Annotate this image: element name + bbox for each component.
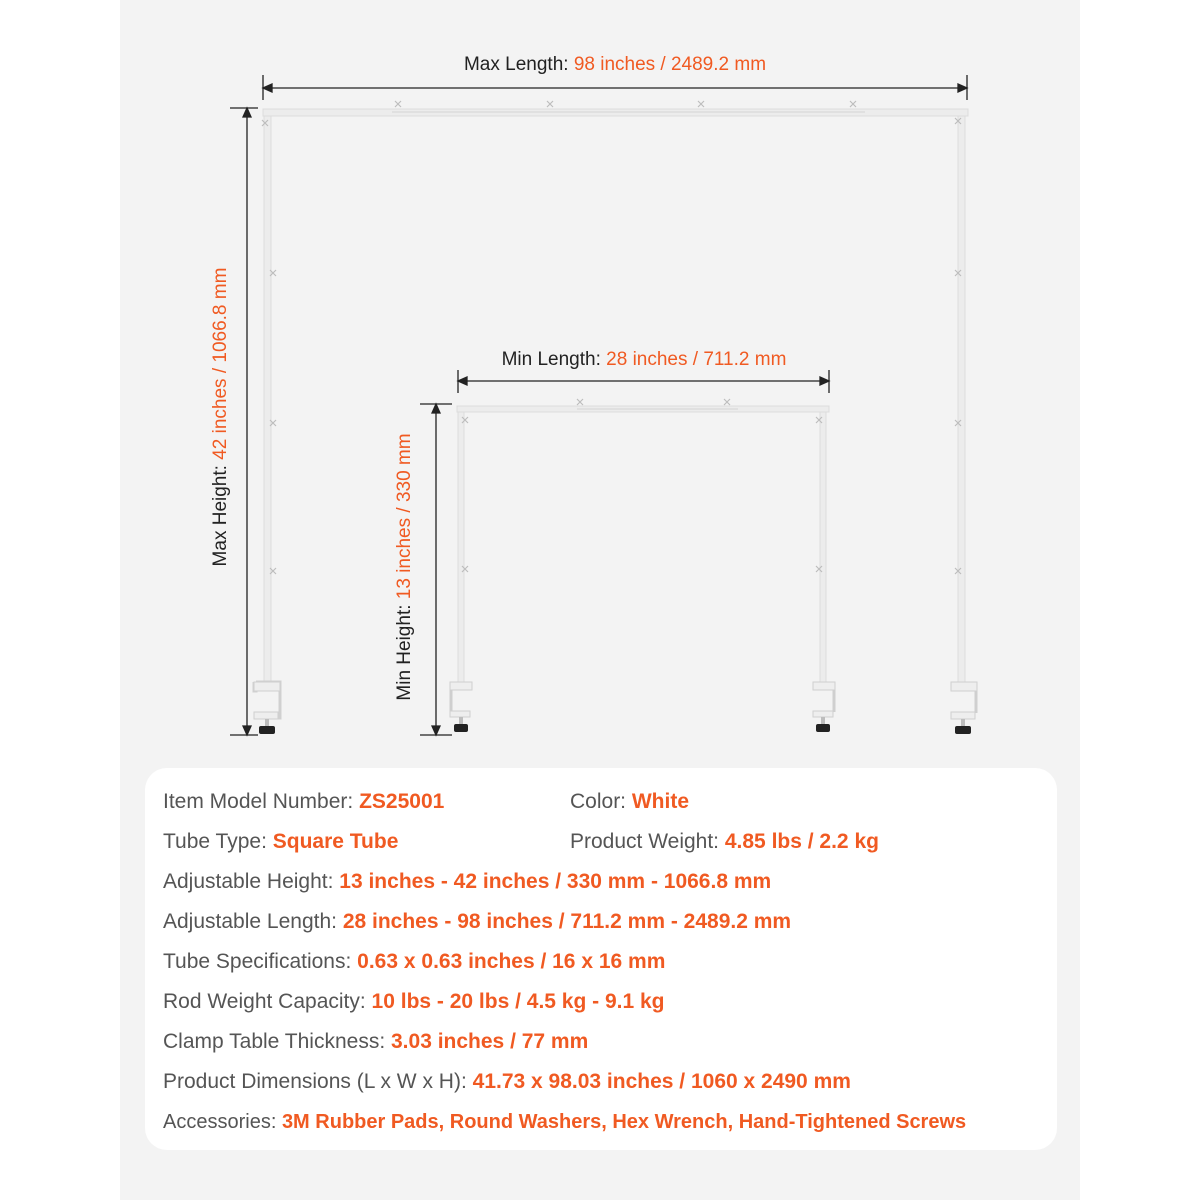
min-height-dimension xyxy=(420,404,452,735)
large-left-leg xyxy=(264,116,271,682)
spec-model-number: Item Model Number: ZS25001 xyxy=(163,790,445,813)
specifications-card xyxy=(145,768,1057,1150)
spec-accessories: Accessories: 3M Rubber Pads, Round Washers, Hex Wrench, Hand-Tightened Screws xyxy=(163,1111,967,1133)
top-screw-icons xyxy=(262,101,961,574)
min-height-label: Min Height: 13 inches / 330 mm xyxy=(394,433,415,701)
spec-product-weight: Product Weight: 4.85 lbs / 2.2 kg xyxy=(570,830,879,853)
large-right-clamp xyxy=(951,682,977,734)
small-right-clamp xyxy=(813,682,835,732)
large-left-clamp xyxy=(254,682,280,734)
large-right-leg xyxy=(958,116,965,682)
spec-color: Color: White xyxy=(570,790,690,813)
spec-product-dimensions: Product Dimensions (L x W x H): 41.73 x 98.03 inches / 1060 x 2490 mm xyxy=(163,1070,851,1093)
max-length-dimension xyxy=(263,75,967,100)
spec-clamp-thickness: Clamp Table Thickness: 3.03 inches / 77 mm xyxy=(163,1030,589,1053)
max-height-label: Max Height: 42 inches / 1066.8 mm xyxy=(210,267,231,567)
small-left-leg xyxy=(458,412,464,682)
small-left-clamp xyxy=(450,682,472,732)
spec-rod-weight-capacity: Rod Weight Capacity: 10 lbs - 20 lbs / 4.5 kg - 9.1 kg xyxy=(163,990,665,1013)
max-length-label: Max Length: 98 inches / 2489.2 mm xyxy=(463,54,767,75)
min-length-dimension xyxy=(458,370,829,393)
max-height-dimension xyxy=(230,108,258,735)
spec-tube-type: Tube Type: Square Tube xyxy=(163,830,399,853)
large-frame xyxy=(254,101,977,734)
spec-tube-specifications: Tube Specifications: 0.63 x 0.63 inches / 16 x 16 mm xyxy=(163,950,666,973)
spec-adjustable-height: Adjustable Height: 13 inches - 42 inches / 330 mm - 1066.8 mm xyxy=(163,870,772,893)
min-length-label: Min Length: 28 inches / 711.2 mm xyxy=(501,349,787,370)
small-right-leg xyxy=(820,412,826,682)
small-frame xyxy=(450,399,835,732)
small-screw-icons xyxy=(462,399,822,572)
spec-adjustable-length: Adjustable Length: 28 inches - 98 inches / 711.2 mm - 2489.2 mm xyxy=(163,910,792,933)
